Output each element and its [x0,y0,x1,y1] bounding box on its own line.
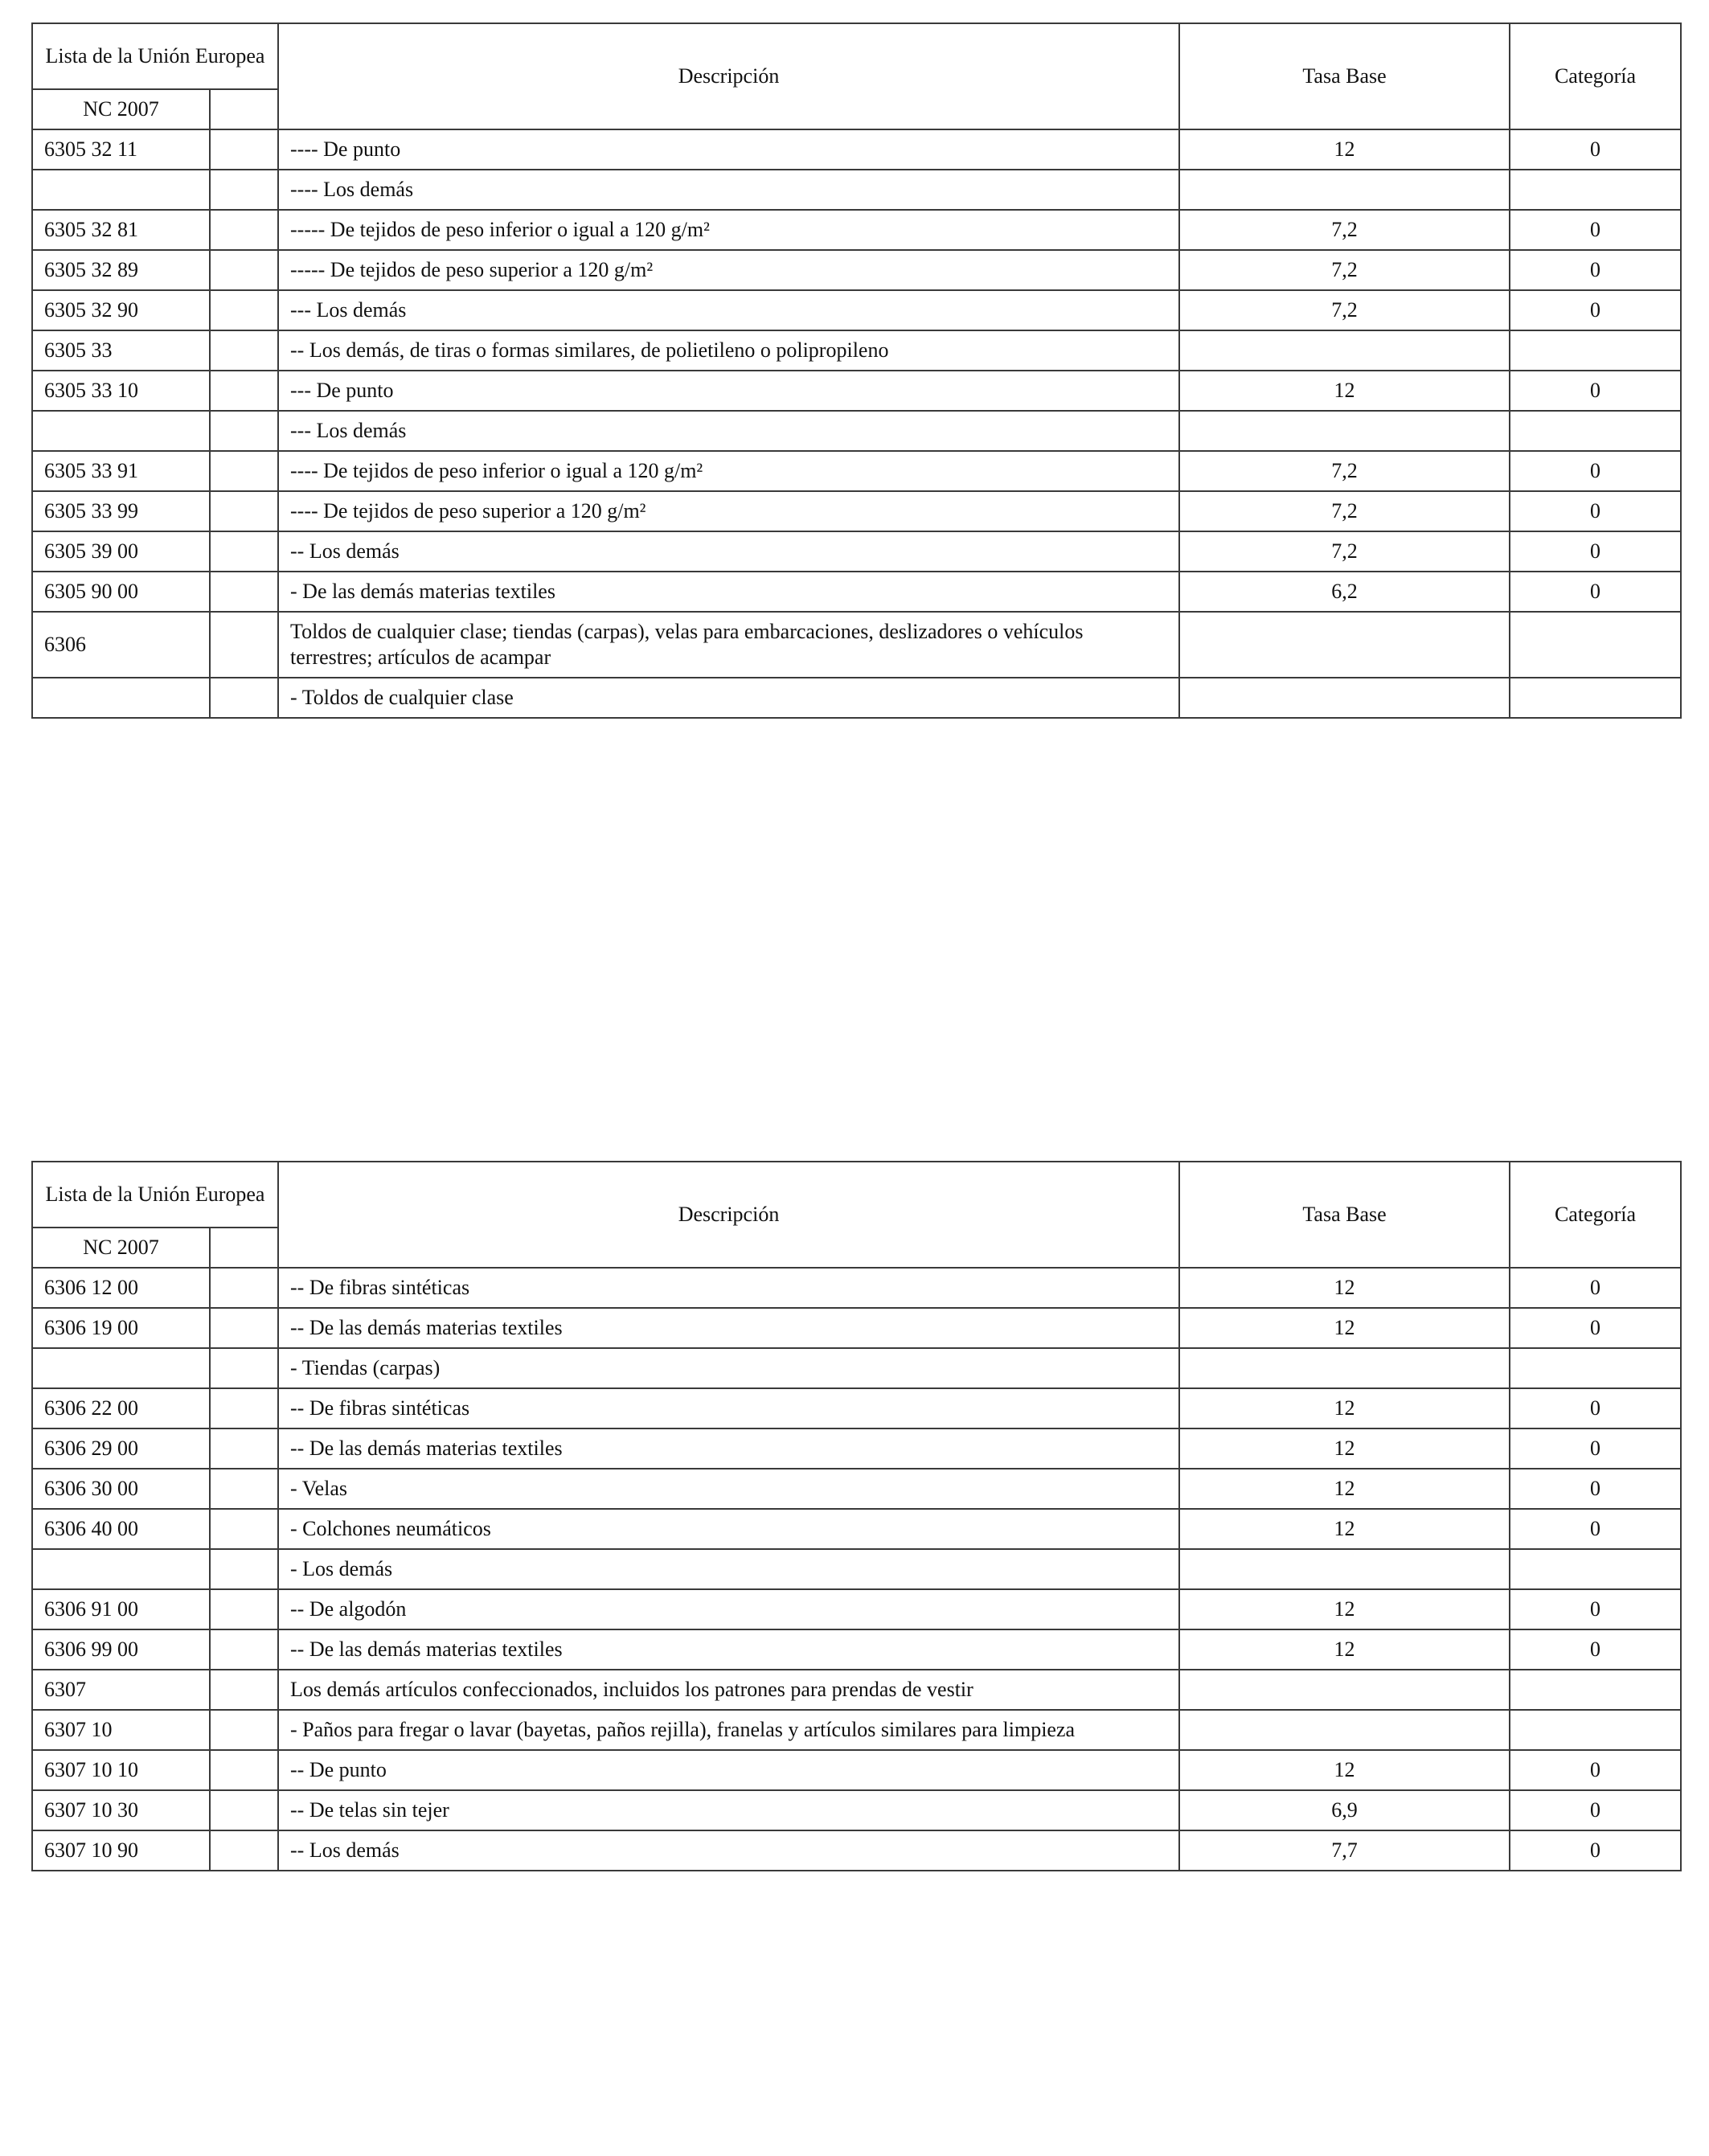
base-rate-cell: 7,2 [1179,250,1510,290]
category-cell [1510,411,1681,451]
description-cell: Toldos de cualquier clase; tiendas (carpas), velas para embarcaciones, deslizadores o vehículos terrestres; artículos de acampar [278,612,1179,678]
base-rate-cell: 12 [1179,1388,1510,1428]
header-base-rate: Tasa Base [1179,23,1510,129]
category-cell: 0 [1510,290,1681,330]
category-cell: 0 [1510,1750,1681,1790]
header-row [32,23,1681,89]
category-cell [1510,1670,1681,1710]
description-cell: -- De las demás materias textiles [278,1308,1179,1348]
table-row [32,1268,1681,1308]
code-cell: 6306 19 00 [32,1308,210,1348]
category-cell: 0 [1510,1268,1681,1308]
header-category: Categoría [1510,23,1681,129]
sub-code-cell [210,1589,278,1629]
code-cell: 6305 32 90 [32,290,210,330]
category-cell: 0 [1510,250,1681,290]
sub-code-cell [210,371,278,411]
sub-code-cell [210,678,278,718]
sub-code-cell [210,330,278,371]
code-cell: 6305 33 10 [32,371,210,411]
code-cell: 6307 10 30 [32,1790,210,1830]
description-cell: -- De algodón [278,1589,1179,1629]
base-rate-cell: 7,7 [1179,1830,1510,1871]
category-cell: 0 [1510,1629,1681,1670]
base-rate-cell: 12 [1179,1469,1510,1509]
sub-code-cell [210,1670,278,1710]
header-description: Descripción [278,23,1179,129]
category-cell [1510,330,1681,371]
table-row [32,129,1681,170]
description-cell: - Toldos de cualquier clase [278,678,1179,718]
table-row [32,1348,1681,1388]
base-rate-cell: 12 [1179,1629,1510,1670]
base-rate-cell [1179,411,1510,451]
code-cell: 6307 10 90 [32,1830,210,1871]
sub-code-cell [210,1268,278,1308]
code-cell: 6306 30 00 [32,1469,210,1509]
table-row [32,491,1681,531]
code-cell [32,411,210,451]
table-row [32,572,1681,612]
code-cell: 6306 99 00 [32,1629,210,1670]
table-row [32,451,1681,491]
code-cell: 6305 32 81 [32,210,210,250]
header-row [32,1162,1681,1228]
sub-code-cell [210,1549,278,1589]
sub-code-cell [210,612,278,678]
header-empty-cell [210,89,278,129]
category-cell: 0 [1510,572,1681,612]
description-cell: --- Los demás [278,290,1179,330]
tariff-table-1 [31,23,1682,719]
sub-code-cell [210,491,278,531]
sub-code-cell [210,572,278,612]
code-cell: 6305 90 00 [32,572,210,612]
base-rate-cell: 7,2 [1179,210,1510,250]
table-row [32,210,1681,250]
table-row [32,290,1681,330]
description-cell: -- Los demás [278,531,1179,572]
table-body [32,23,1681,718]
sub-code-cell [210,1790,278,1830]
header-nc-label: NC 2007 [32,89,210,129]
table-row [32,170,1681,210]
code-cell: 6305 32 11 [32,129,210,170]
code-cell: 6306 12 00 [32,1268,210,1308]
sub-code-cell [210,1830,278,1871]
description-cell: Los demás artículos confeccionados, incluidos los patrones para prendas de vestir [278,1670,1179,1710]
description-cell: --- Los demás [278,411,1179,451]
category-cell: 0 [1510,1509,1681,1549]
category-cell: 0 [1510,451,1681,491]
base-rate-cell: 7,2 [1179,531,1510,572]
description-cell: ----- De tejidos de peso inferior o igual a 120 g/m² [278,210,1179,250]
category-cell [1510,170,1681,210]
code-cell: 6306 29 00 [32,1428,210,1469]
base-rate-cell [1179,1549,1510,1589]
code-cell: 6305 33 91 [32,451,210,491]
description-cell: -- De fibras sintéticas [278,1268,1179,1308]
base-rate-cell [1179,678,1510,718]
description-cell: ---- De tejidos de peso superior a 120 g/m² [278,491,1179,531]
description-cell: -- Los demás [278,1830,1179,1871]
base-rate-cell [1179,1710,1510,1750]
header-category: Categoría [1510,1162,1681,1268]
description-cell: - De las demás materias textiles [278,572,1179,612]
category-cell: 0 [1510,1589,1681,1629]
table-row [32,1589,1681,1629]
description-cell: - Paños para fregar o lavar (bayetas, paños rejilla), franelas y artículos similares para limpieza [278,1710,1179,1750]
sub-code-cell [210,210,278,250]
category-cell: 0 [1510,1388,1681,1428]
base-rate-cell: 6,9 [1179,1790,1510,1830]
table-row [32,250,1681,290]
category-cell [1510,1549,1681,1589]
sub-code-cell [210,531,278,572]
base-rate-cell: 7,2 [1179,290,1510,330]
description-cell: --- De punto [278,371,1179,411]
base-rate-cell [1179,170,1510,210]
category-cell: 0 [1510,531,1681,572]
category-cell: 0 [1510,1428,1681,1469]
description-cell: - Colchones neumáticos [278,1509,1179,1549]
code-cell: 6307 10 [32,1710,210,1750]
table-row [32,1750,1681,1790]
sub-code-cell [210,290,278,330]
table-row [32,371,1681,411]
header-description: Descripción [278,1162,1179,1268]
sub-code-cell [210,451,278,491]
code-cell: 6306 22 00 [32,1388,210,1428]
header-list-label: Lista de la Unión Europea [32,1162,278,1228]
sub-code-cell [210,1388,278,1428]
table-row [32,1830,1681,1871]
description-cell: -- De punto [278,1750,1179,1790]
description-cell: ---- De tejidos de peso inferior o igual a 120 g/m² [278,451,1179,491]
table-row [32,1710,1681,1750]
category-cell: 0 [1510,129,1681,170]
description-cell: ---- De punto [278,129,1179,170]
code-cell [32,1348,210,1388]
table-row [32,1509,1681,1549]
sub-code-cell [210,250,278,290]
sub-code-cell [210,129,278,170]
code-cell: 6307 [32,1670,210,1710]
description-cell: - Los demás [278,1549,1179,1589]
base-rate-cell: 6,2 [1179,572,1510,612]
code-cell: 6307 10 10 [32,1750,210,1790]
category-cell: 0 [1510,1830,1681,1871]
sub-code-cell [210,1509,278,1549]
sub-code-cell [210,1348,278,1388]
table-row [32,1549,1681,1589]
header-list-label: Lista de la Unión Europea [32,23,278,89]
table-row [32,1790,1681,1830]
base-rate-cell: 12 [1179,1509,1510,1549]
code-cell: 6305 39 00 [32,531,210,572]
description-cell: - Velas [278,1469,1179,1509]
header-empty-cell [210,1228,278,1268]
base-rate-cell: 12 [1179,1268,1510,1308]
table-row [32,1670,1681,1710]
table-row [32,531,1681,572]
sub-code-cell [210,1750,278,1790]
code-cell: 6305 33 [32,330,210,371]
sub-code-cell [210,170,278,210]
base-rate-cell: 12 [1179,371,1510,411]
code-cell: 6305 32 89 [32,250,210,290]
description-cell: -- De las demás materias textiles [278,1428,1179,1469]
table-row [32,1428,1681,1469]
category-cell: 0 [1510,1308,1681,1348]
base-rate-cell: 12 [1179,1589,1510,1629]
base-rate-cell: 12 [1179,129,1510,170]
header-nc-label: NC 2007 [32,1228,210,1268]
base-rate-cell: 12 [1179,1308,1510,1348]
description-cell: -- Los demás, de tiras o formas similares, de polietileno o polipropileno [278,330,1179,371]
code-cell: 6306 91 00 [32,1589,210,1629]
category-cell [1510,1348,1681,1388]
code-cell: 6306 40 00 [32,1509,210,1549]
description-cell: ----- De tejidos de peso superior a 120 g/m² [278,250,1179,290]
table-row [32,411,1681,451]
sub-code-cell [210,1710,278,1750]
header-base-rate: Tasa Base [1179,1162,1510,1268]
category-cell [1510,612,1681,678]
category-cell [1510,1710,1681,1750]
sub-code-cell [210,1629,278,1670]
table-row [32,1629,1681,1670]
table-row [32,1308,1681,1348]
sub-code-cell [210,1428,278,1469]
sub-code-cell [210,1308,278,1348]
description-cell: -- De telas sin tejer [278,1790,1179,1830]
description-cell: -- De fibras sintéticas [278,1388,1179,1428]
base-rate-cell: 12 [1179,1750,1510,1790]
base-rate-cell: 7,2 [1179,451,1510,491]
description-cell: -- De las demás materias textiles [278,1629,1179,1670]
code-cell [32,678,210,718]
code-cell [32,170,210,210]
base-rate-cell: 12 [1179,1428,1510,1469]
category-cell: 0 [1510,491,1681,531]
category-cell: 0 [1510,1790,1681,1830]
table-row [32,1388,1681,1428]
code-cell: 6305 33 99 [32,491,210,531]
description-cell: ---- Los demás [278,170,1179,210]
code-cell: 6306 [32,612,210,678]
base-rate-cell [1179,1670,1510,1710]
category-cell [1510,678,1681,718]
category-cell: 0 [1510,210,1681,250]
description-cell: - Tiendas (carpas) [278,1348,1179,1388]
table-row [32,1469,1681,1509]
table-row [32,330,1681,371]
base-rate-cell [1179,1348,1510,1388]
tariff-table-2 [31,1161,1682,1871]
sub-code-cell [210,411,278,451]
base-rate-cell [1179,612,1510,678]
table-row [32,612,1681,678]
table-body [32,1162,1681,1871]
category-cell: 0 [1510,371,1681,411]
code-cell [32,1549,210,1589]
base-rate-cell [1179,330,1510,371]
table-row [32,678,1681,718]
base-rate-cell: 7,2 [1179,491,1510,531]
category-cell: 0 [1510,1469,1681,1509]
sub-code-cell [210,1469,278,1509]
